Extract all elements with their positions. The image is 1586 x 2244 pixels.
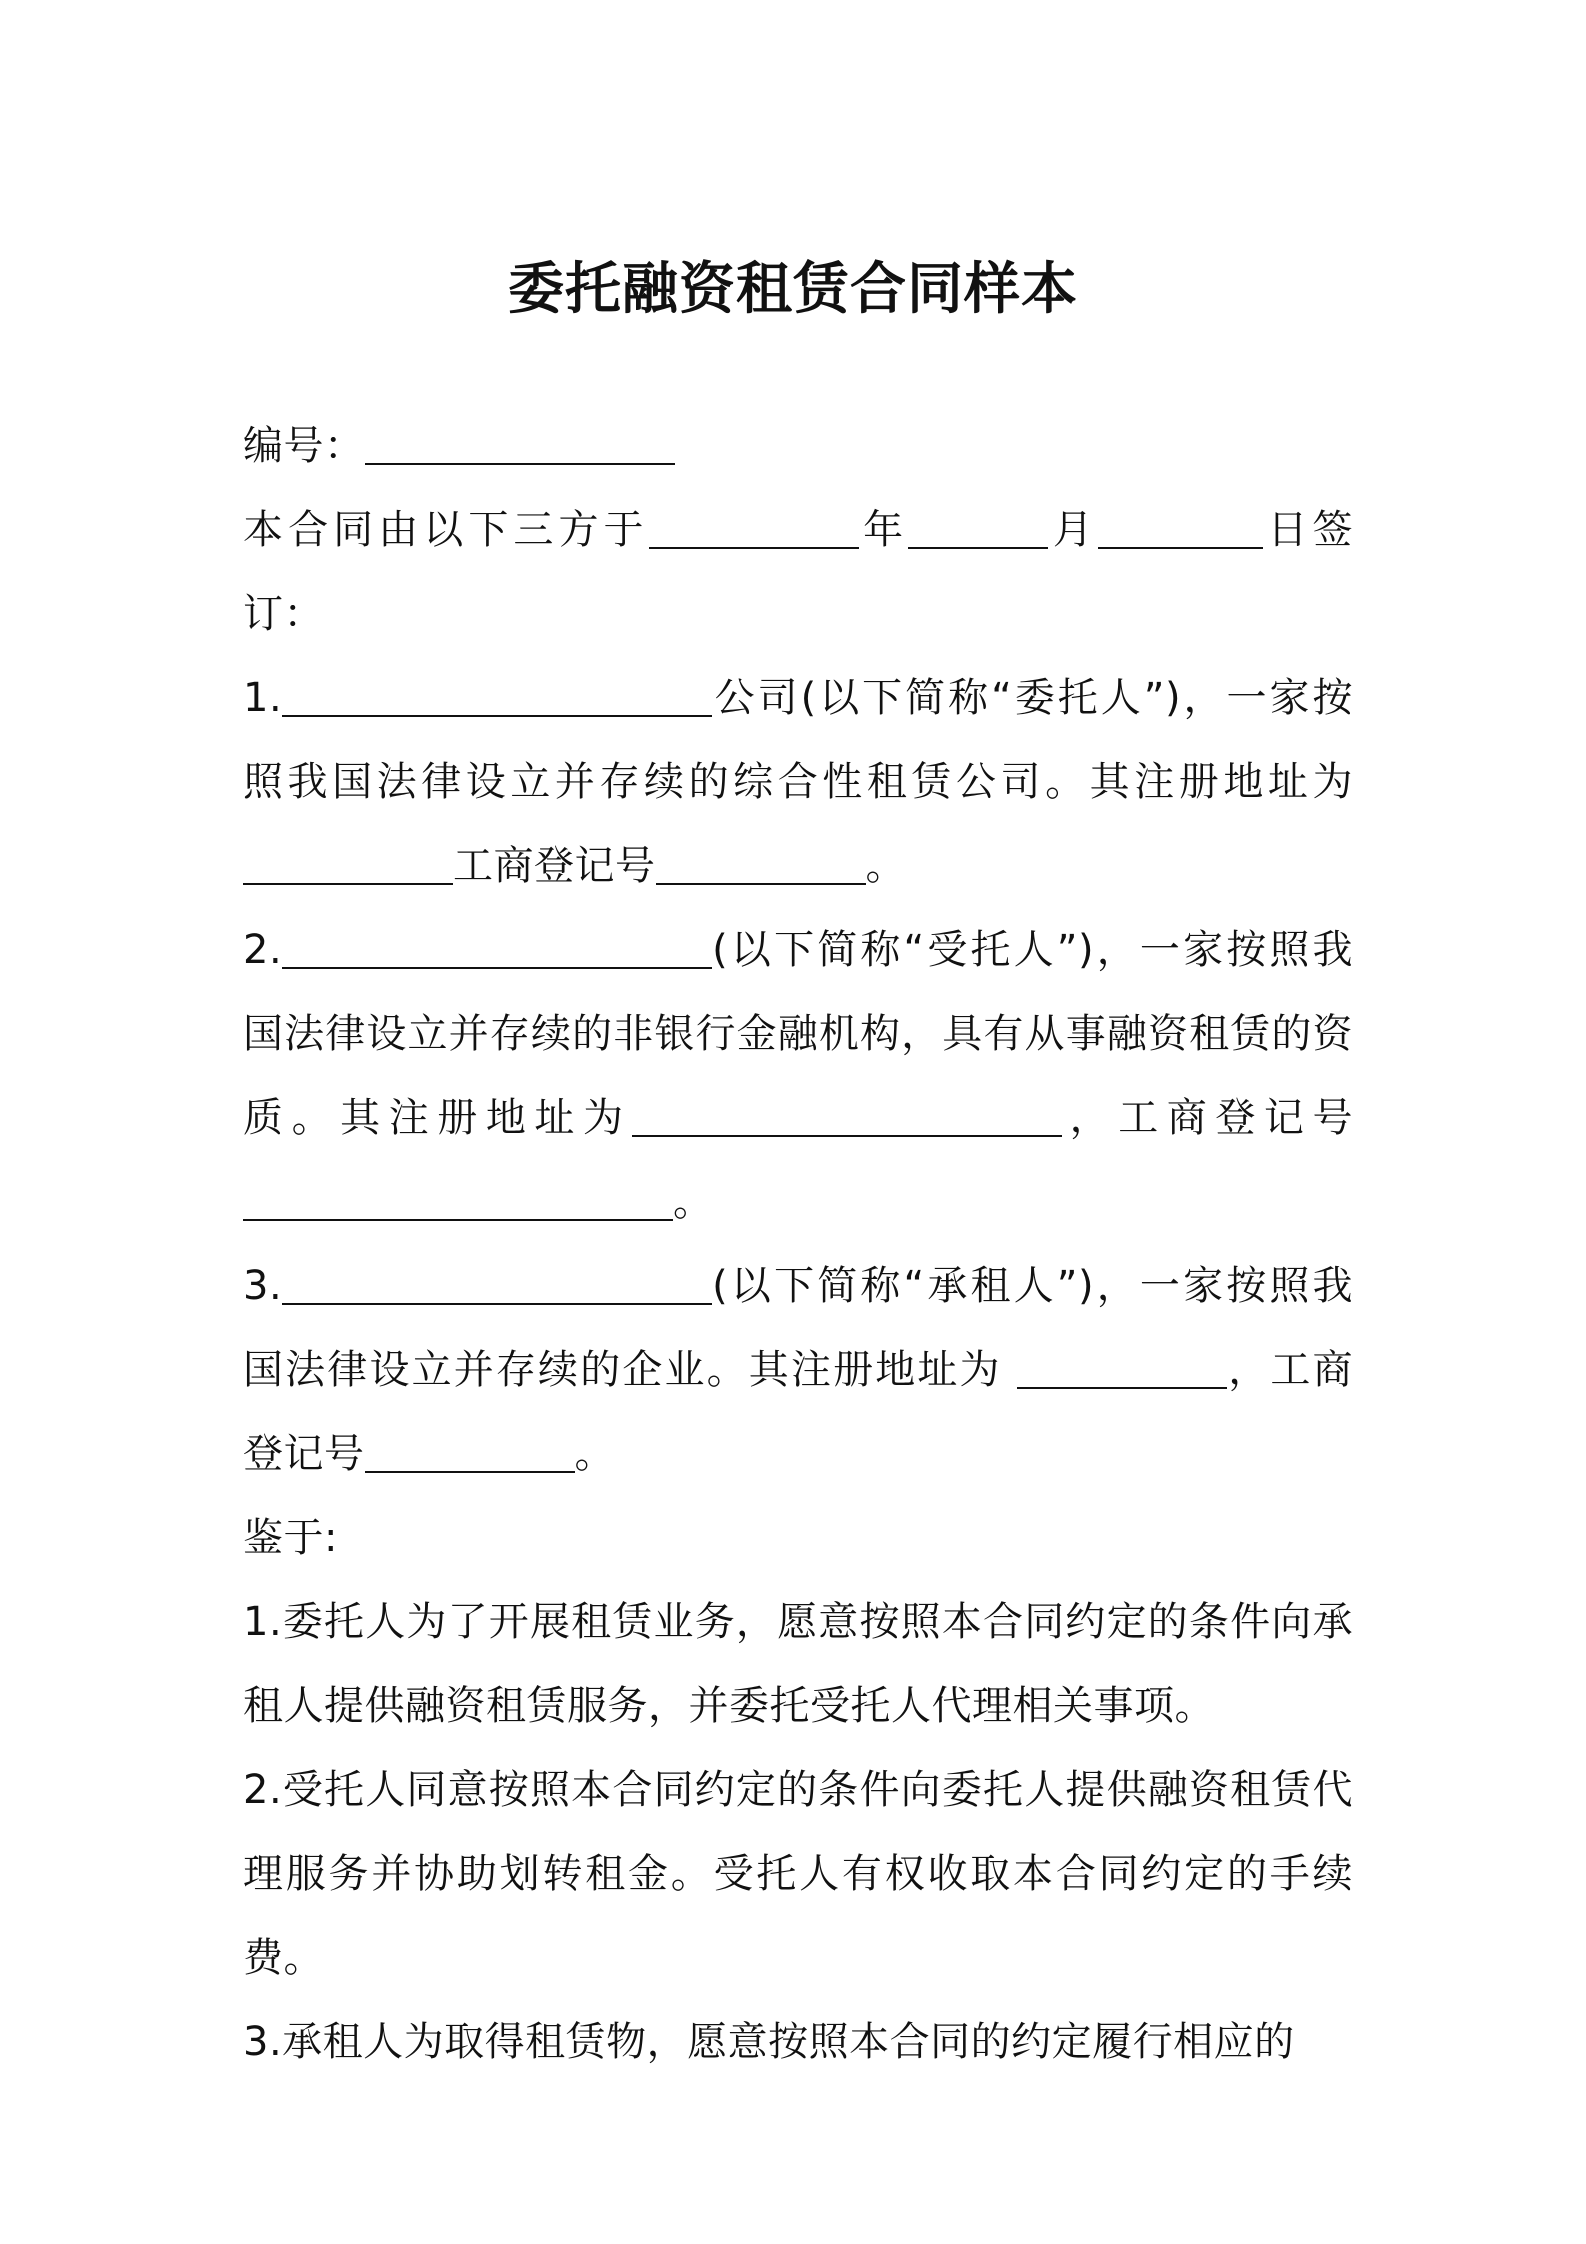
month-blank [908, 497, 1048, 549]
party-3-text: (以下简称“承租人”)，一家按照我国法律设立并存续的企业。其注册地址为 [243, 1263, 1353, 1393]
whereas-item-2: 2.受托人同意按照本合同约定的条件向委托人提供融资租赁代理服务并协助划转租金。受托人有权收取本合同约定的手续费。 [243, 1767, 1353, 1981]
whereas-item-3: 3.承租人为取得租赁物，愿意按照本合同的约定履行相应的 [243, 2019, 1295, 2065]
party-3-reg-label: ，工商登记号 [243, 1347, 1354, 1477]
party-2-text: (以下简称“受托人”)，一家按照我国法律设立并存续的非银行金融机构，具有从事融资租赁的资质。其注册地址为 [243, 927, 1353, 1141]
signing-date-line [243, 488, 1353, 656]
document-title: 委托融资租赁合同样本 [508, 257, 1078, 322]
party-2-name-blank [282, 917, 712, 969]
party-1-paragraph [243, 656, 1353, 908]
party-3-paragraph [243, 1244, 1353, 1496]
party-3-end: 。 [574, 1431, 615, 1477]
contract-number-blank [365, 413, 675, 465]
day-blank [1098, 497, 1263, 549]
month-label: 月 [1048, 507, 1098, 553]
signing-prefix: 本合同由以下三方于 [243, 507, 649, 553]
party-2-reg-blank [243, 1169, 673, 1221]
party-1-name-blank [282, 665, 712, 717]
whereas-item-1: 1.委托人为了开展租赁业务，愿意按照本合同约定的条件向承租人提供融资租赁服务，并委托受托人代理相关事项。 [243, 1599, 1353, 1729]
party-1-end: 。 [865, 843, 906, 889]
party-1-text: 公司(以下简称“委托人”)，一家按照我国法律设立并存续的综合性租赁公司。其注册地址为 [243, 675, 1353, 805]
party-1-reg-blank [656, 833, 866, 885]
party-1-address-blank [243, 833, 453, 885]
day-label: 日签订： [243, 507, 1354, 637]
year-label: 年 [858, 507, 909, 553]
party-2-address-blank [632, 1085, 1062, 1137]
party-2-reg-label: ，工商登记号 [1061, 1095, 1354, 1141]
document-body [243, 404, 1353, 2084]
party-2-prefix: 2. [243, 927, 283, 973]
party-2-paragraph [243, 908, 1353, 1244]
party-3-name-blank [282, 1253, 712, 1305]
party-3-address-blank [1017, 1337, 1227, 1389]
party-3-reg-blank [365, 1421, 575, 1473]
year-blank [649, 497, 859, 549]
party-3-prefix: 3. [243, 1263, 283, 1309]
whereas-heading: 鉴于: [243, 1515, 338, 1561]
party-2-end: 。 [673, 1179, 714, 1225]
contract-number-line [243, 404, 1353, 488]
party-1-reg-label: 工商登记号 [453, 843, 656, 889]
party-1-prefix: 1. [243, 675, 283, 721]
contract-number-label: 编号： [243, 423, 365, 469]
